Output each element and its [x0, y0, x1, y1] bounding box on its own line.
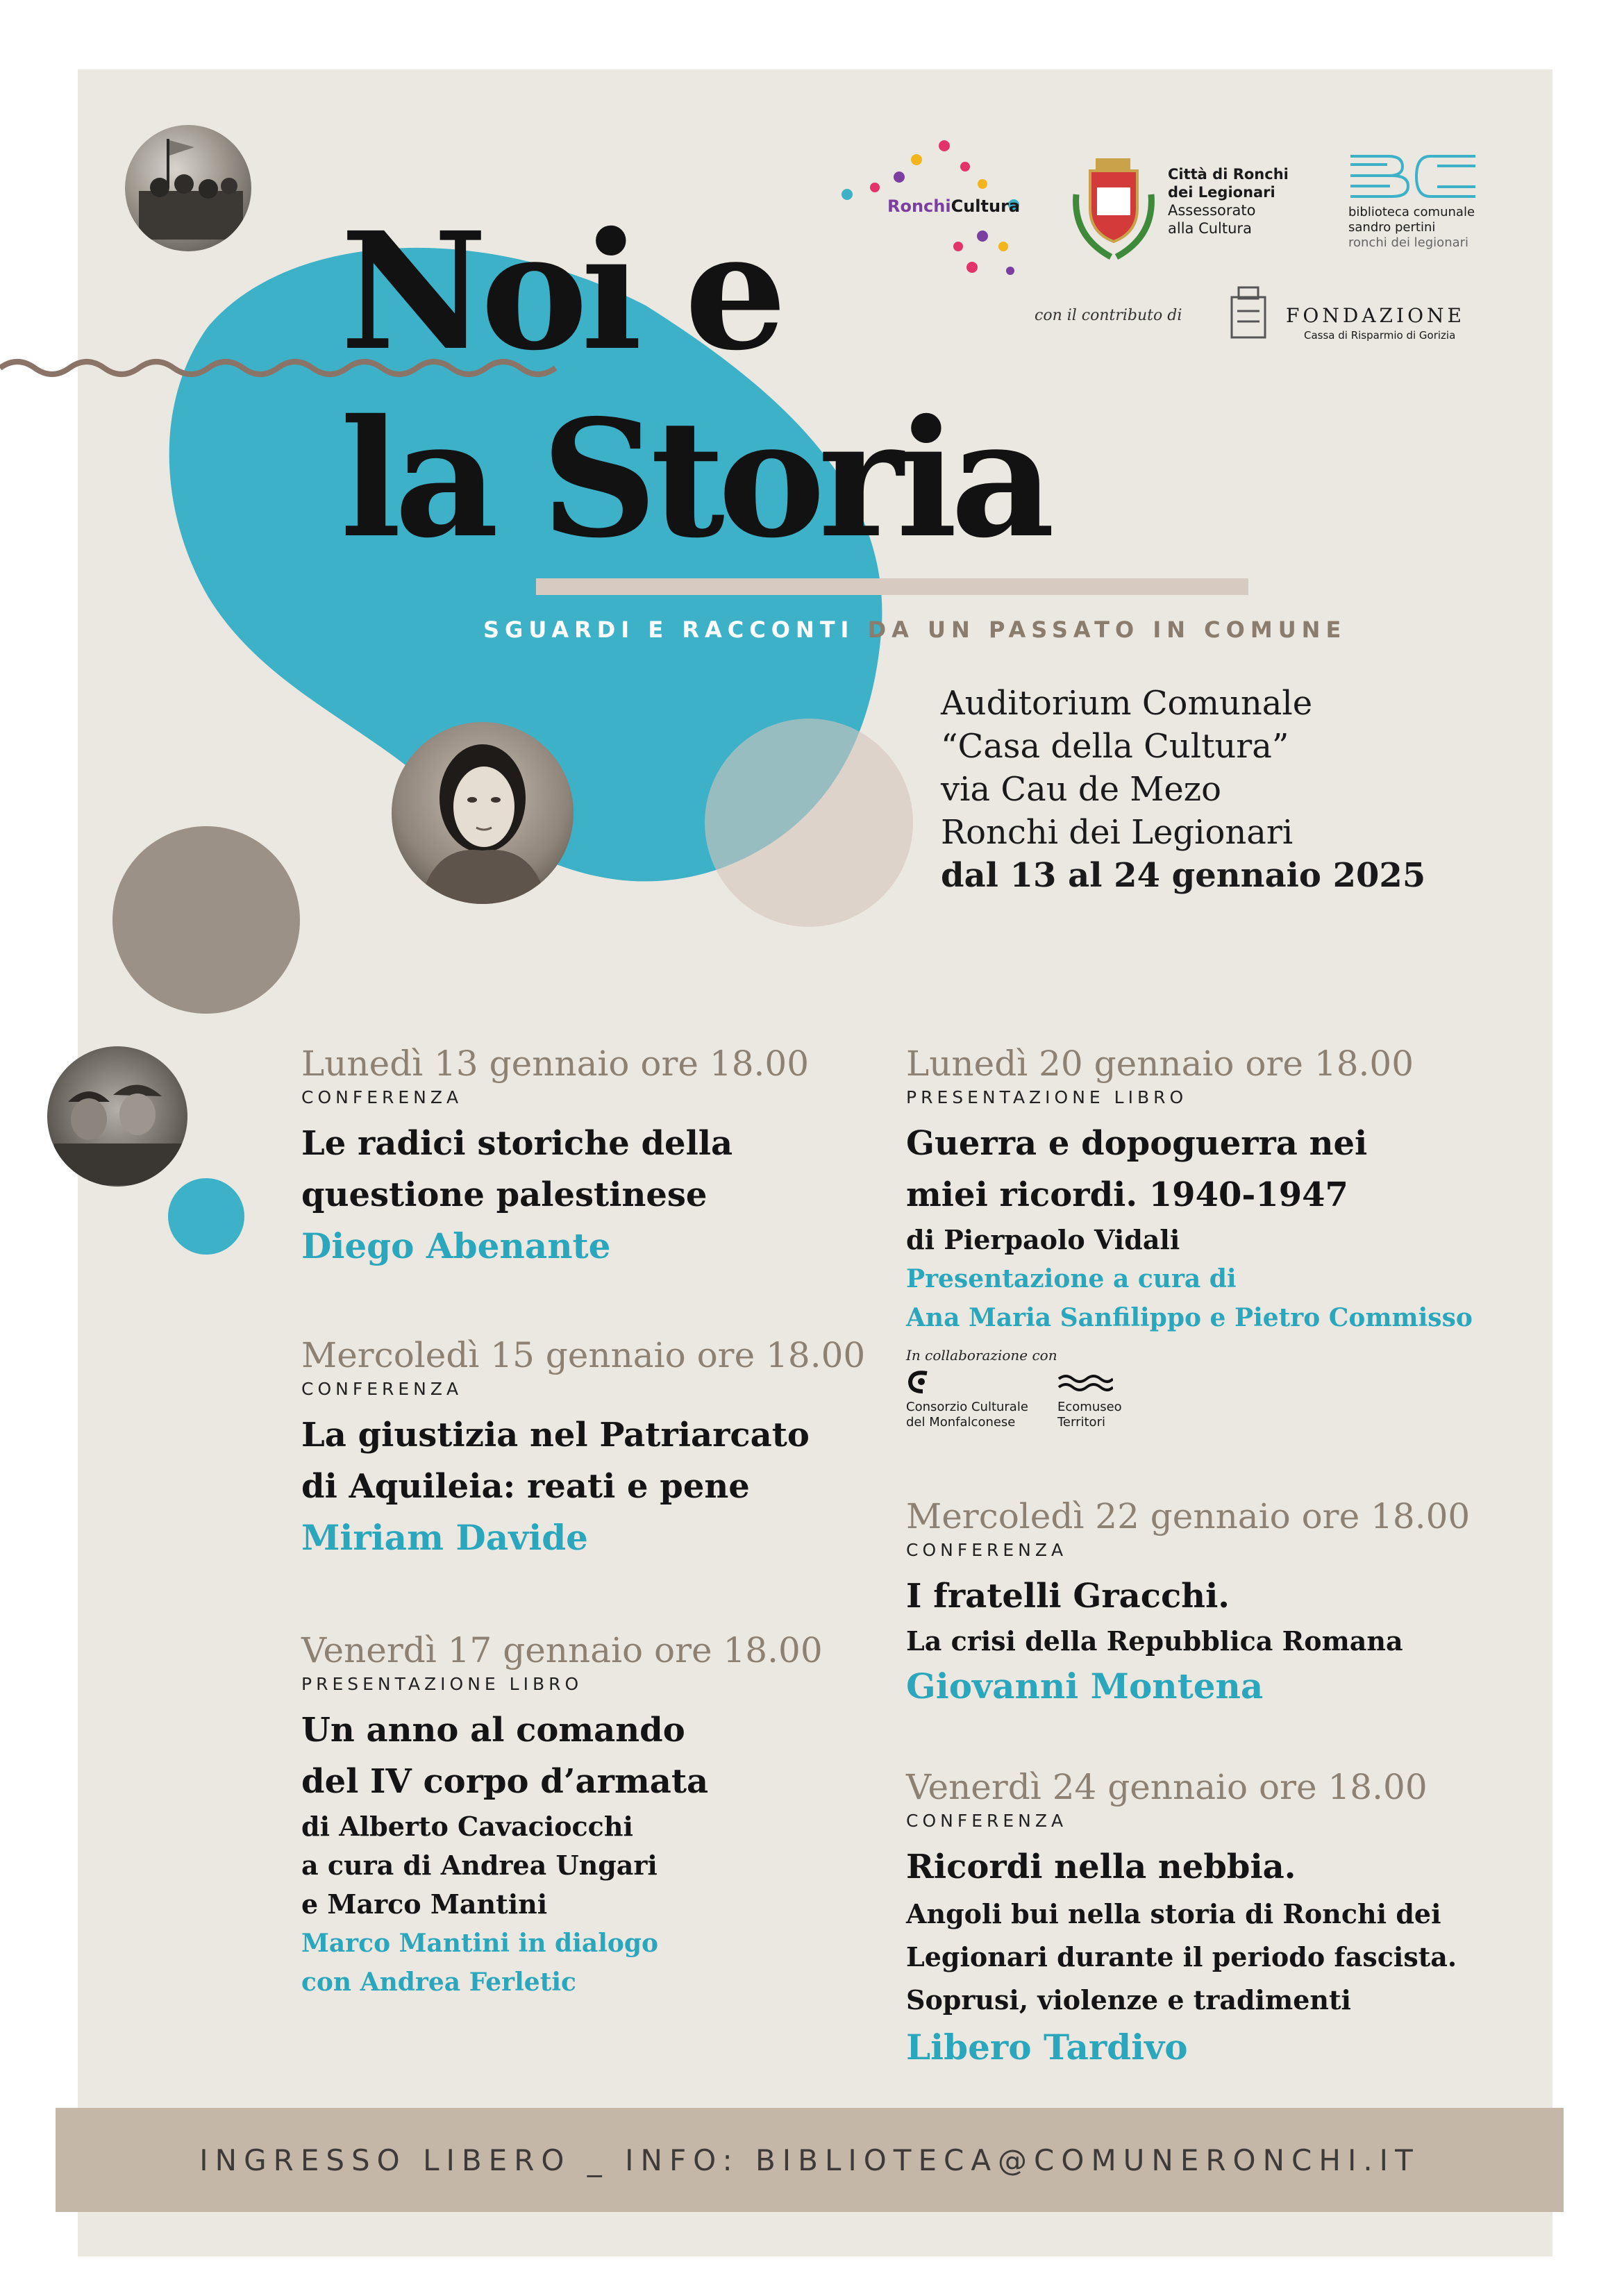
venue-line1: Auditorium Comunale: [941, 684, 1313, 723]
event-type: PRESENTAZIONE LIBRO: [906, 1087, 1188, 1107]
event-speaker: Marco Mantini in dialogo: [301, 1929, 659, 1958]
ecomuseo-line2: Territori: [1057, 1415, 1105, 1430]
beige-circle: [705, 719, 913, 927]
collab-label: In collaborazione con: [906, 1347, 1057, 1364]
event-title: [301, 1409, 898, 1512]
comune-line3: Assessorato: [1168, 202, 1256, 219]
biblioteca-line2: sandro pertini: [1348, 220, 1436, 235]
event-date: Mercoledì 15 gennaio ore 18.00: [301, 1335, 866, 1375]
event-subtitle: La crisi della Repubblica Romana: [906, 1625, 1403, 1657]
event-title-line: del IV corpo d’armata: [301, 1762, 709, 1801]
photo-crowd: [125, 125, 251, 251]
venue-line4: Ronchi dei Legionari: [941, 813, 1294, 852]
event-title-line: miei ricordi. 1940-1947: [906, 1175, 1348, 1214]
event-date: Venerdì 24 gennaio ore 18.00: [906, 1767, 1428, 1807]
comune-line4: alla Cultura: [1168, 220, 1252, 237]
event-6: [906, 1765, 1503, 2073]
event-1: [301, 1041, 898, 1272]
event-subtitle: Legionari durante il periodo fascista.: [906, 1941, 1457, 1972]
event-speaker: Miriam Davide: [301, 1517, 588, 1558]
fondazione-name: FONDAZIONE: [1286, 304, 1465, 327]
event-title-line: questione palestinese: [301, 1175, 708, 1214]
event-subtitle: Soprusi, violenze e tradimenti: [906, 1984, 1351, 2016]
ronchi-cultura-part2: Cultura: [951, 196, 1021, 216]
event-title: [301, 1118, 898, 1221]
comune-line2: dei Legionari: [1168, 184, 1275, 201]
footer-info[interactable]: INGRESSO LIBERO _ INFO: BIBLIOTECA@COMUNERONCHI.IT: [199, 2143, 1420, 2177]
event-title-line: Le radici storiche della: [301, 1124, 733, 1163]
event-type: CONFERENZA: [301, 1087, 463, 1107]
ronchi-cultura-logo: [833, 135, 1048, 281]
venue-info: [941, 682, 1496, 897]
event-4: [906, 1041, 1503, 1432]
event-subtitle: di Pierpaolo Vidali: [906, 1224, 1180, 1255]
ronchi-cultura-part1: Ronchi: [887, 196, 951, 216]
event-3: [301, 1628, 898, 2002]
consorzio-line1: Consorzio Culturale: [906, 1400, 1028, 1414]
poster-subtitle: [483, 617, 1346, 643]
consorzio-line2: del Monfalconese: [906, 1415, 1016, 1430]
event-speaker: Diego Abenante: [301, 1225, 611, 1266]
subtitle-part-1: SGUARDI E RACCONTI: [483, 617, 855, 643]
event-date: Lunedì 20 gennaio ore 18.00: [906, 1044, 1414, 1084]
event-title-line: Guerra e dopoguerra nei: [906, 1124, 1368, 1163]
venue-line3: via Cau de Mezo: [941, 770, 1221, 809]
event-date: Venerdì 17 gennaio ore 18.00: [301, 1630, 823, 1670]
ecomuseo-text: [1057, 1400, 1122, 1430]
consorzio-text: [906, 1400, 1028, 1430]
event-title: [906, 1841, 1503, 1893]
event-type: PRESENTAZIONE LIBRO: [301, 1674, 583, 1694]
event-speaker: Libero Tardivo: [906, 2027, 1188, 2068]
venue-line2: “Casa della Cultura”: [941, 727, 1289, 766]
event-5: [906, 1494, 1503, 1712]
event-speaker: Giovanni Montena: [906, 1666, 1264, 1707]
taupe-circle: [112, 826, 300, 1014]
biblioteca-line3: ronchi dei legionari: [1348, 235, 1469, 250]
event-subtitle: e Marco Mantini: [301, 1888, 548, 1920]
fondazione-crest-icon: [1222, 283, 1275, 346]
event-title: [906, 1118, 1503, 1221]
title-line-1: Noi e: [340, 196, 780, 386]
event-type: CONFERENZA: [301, 1379, 463, 1399]
subtitle-rule: [536, 578, 1248, 595]
comune-line1: Città di Ronchi: [1168, 166, 1289, 183]
event-title-line: di Aquileia: reati e pene: [301, 1467, 750, 1506]
poster-title: [340, 198, 1173, 573]
venue-dates: dal 13 al 24 gennaio 2025: [941, 856, 1426, 895]
event-title-line: La giustizia nel Patriarcato: [301, 1416, 810, 1455]
event-speaker: con Andrea Ferletic: [301, 1968, 576, 1997]
event-title-line: Un anno al comando: [301, 1711, 685, 1750]
event-title: [301, 1704, 898, 1807]
event-speaker: Ana Maria Sanfilippo e Pietro Commisso: [906, 1303, 1473, 1332]
event-speaker: Presentazione a cura di: [906, 1264, 1237, 1293]
event-title-line: I fratelli Gracchi.: [906, 1577, 1230, 1616]
event-subtitle: a cura di Andrea Ungari: [301, 1850, 658, 1881]
footer-bar: [56, 2108, 1564, 2212]
subtitle-part-2: DA UN PASSATO IN COMUNE: [867, 617, 1347, 643]
ecomuseo-logo-icon: [1057, 1372, 1113, 1393]
event-title: [906, 1570, 1503, 1622]
event-type: CONFERENZA: [906, 1811, 1068, 1831]
event-subtitle: Angoli bui nella storia di Ronchi dei: [906, 1898, 1441, 1929]
event-title-line: Ricordi nella nebbia.: [906, 1847, 1296, 1886]
biblioteca-mark-icon: [1347, 149, 1479, 201]
biblioteca-line1: biblioteca comunale: [1348, 205, 1475, 219]
fondazione-sub: Cassa di Risparmio di Gorizia: [1304, 329, 1456, 342]
event-subtitle: di Alberto Cavaciocchi: [301, 1811, 633, 1842]
title-line-2: la Storia: [340, 384, 1048, 573]
collab-logos: [906, 1369, 1503, 1432]
photo-soldiers: [47, 1046, 187, 1187]
event-2: [301, 1333, 898, 1564]
consorzio-logo-icon: [906, 1369, 934, 1394]
ecomuseo-line1: Ecomuseo: [1057, 1400, 1122, 1414]
contributo-label: con il contributo di: [1035, 307, 1182, 324]
coat-of-arms-icon: [1069, 153, 1160, 271]
photo-woman-portrait: [392, 722, 574, 904]
event-date: Lunedì 13 gennaio ore 18.00: [301, 1044, 810, 1084]
event-type: CONFERENZA: [906, 1540, 1068, 1560]
small-teal-circle: [168, 1178, 244, 1255]
event-date: Mercoledì 22 gennaio ore 18.00: [906, 1496, 1471, 1536]
